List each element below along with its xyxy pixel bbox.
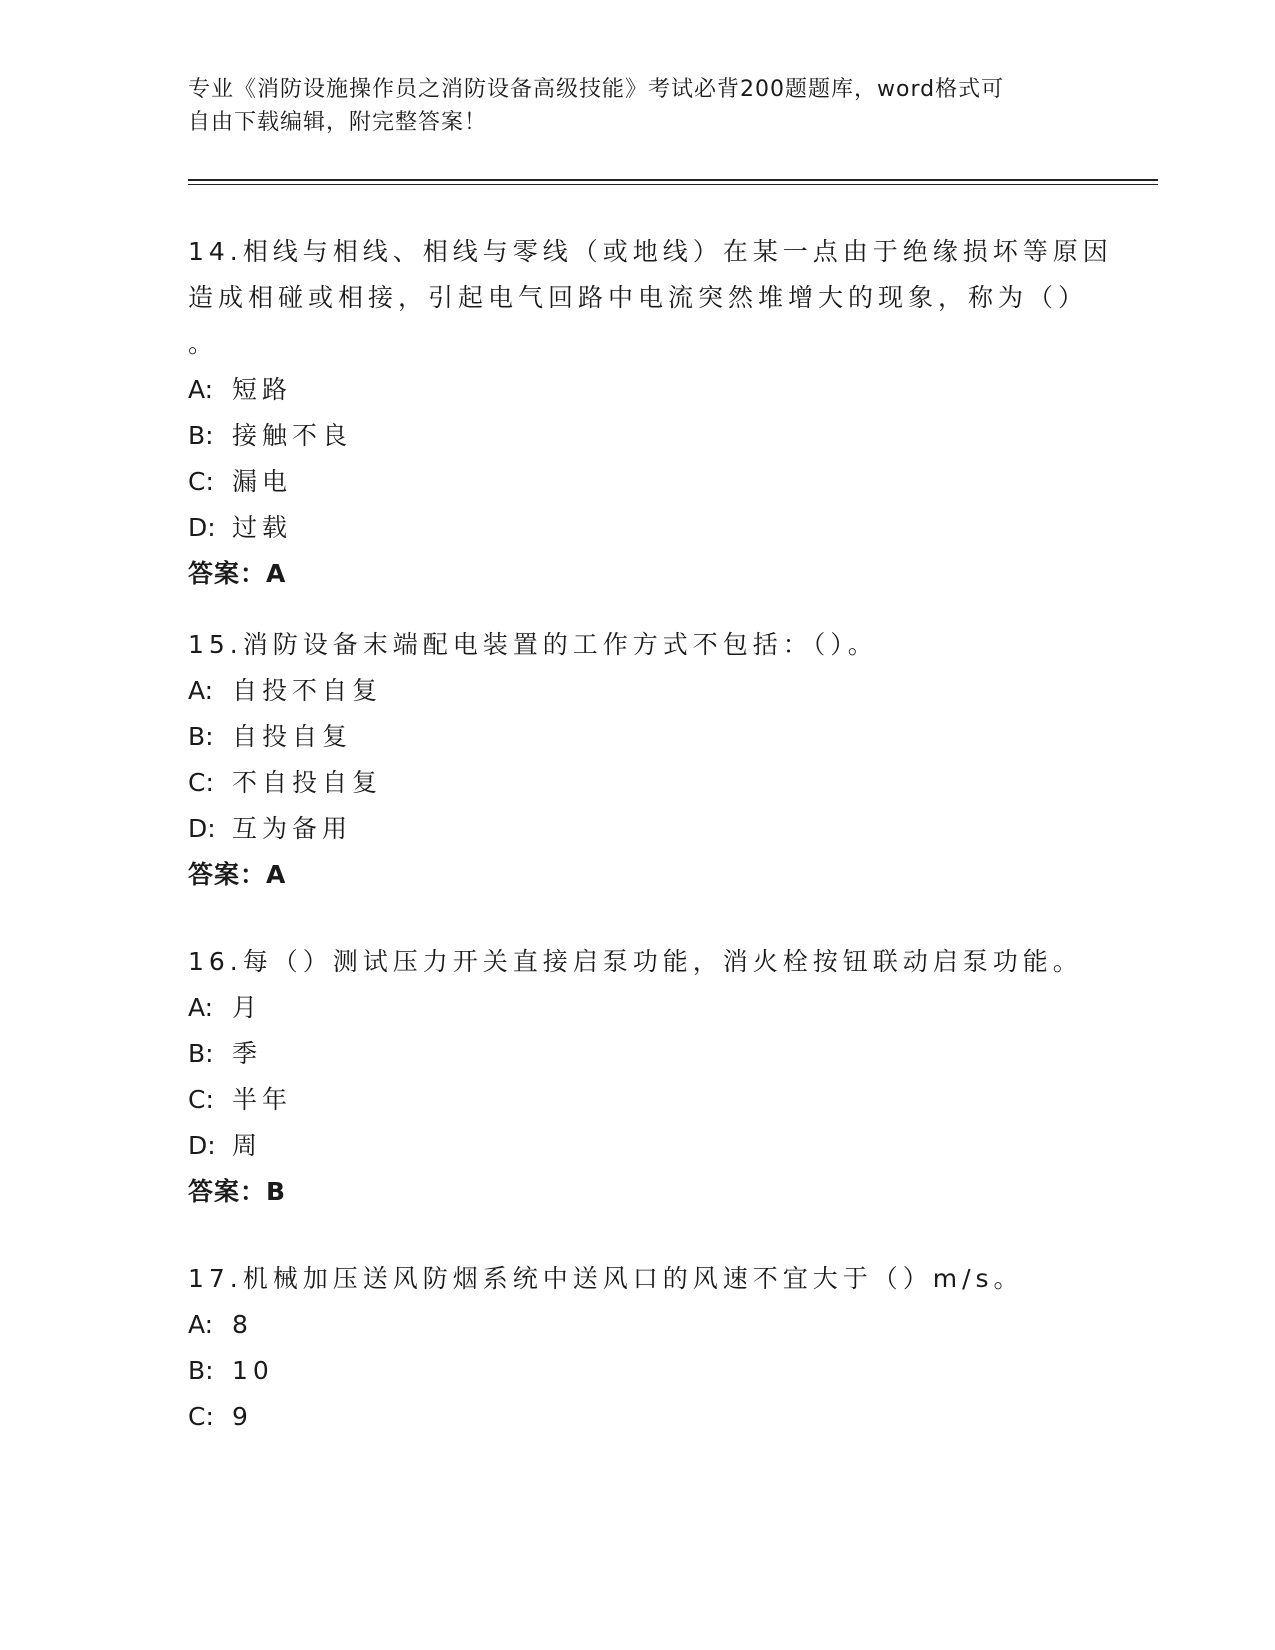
question-15 — [188, 622, 1118, 898]
option-text: 互为备用 — [232, 814, 353, 843]
option-text: 自投不自复 — [232, 676, 383, 705]
option-label: A: — [188, 993, 214, 1022]
header-line-1: 专业《消防设施操作员之消防设备高级技能》考试必背200题题库，word格式可 — [188, 77, 1005, 102]
question-stem-line: 17.机械加压送风防烟系统中送风口的风速不宜大于（）m/s。 — [188, 1264, 1024, 1293]
option-label: B: — [188, 421, 214, 450]
option-b — [188, 714, 1118, 760]
answer-line: 答案：B — [188, 1177, 287, 1206]
question-stem-line: 14.相线与相线、相线与零线（或地线）在某一点由于绝缘损坏等原因 — [188, 237, 1113, 266]
option-label: B: — [188, 1356, 214, 1385]
answer-line: 答案：A — [188, 860, 287, 889]
option-text: 漏电 — [232, 467, 293, 496]
option-c — [188, 760, 1118, 806]
option-b — [188, 413, 1118, 459]
option-text: 不自投自复 — [232, 768, 383, 797]
question-16 — [188, 939, 1118, 1215]
option-d — [188, 505, 1118, 551]
question-stem-line: 15.消防设备末端配电装置的工作方式不包括：（）。 — [188, 630, 878, 659]
option-c — [188, 1394, 1118, 1440]
option-d — [188, 806, 1118, 852]
option-d — [188, 1123, 1118, 1169]
option-c — [188, 459, 1118, 505]
option-label: A: — [188, 676, 214, 705]
option-label: C: — [188, 1085, 214, 1114]
option-label: C: — [188, 768, 214, 797]
option-text: 月 — [232, 993, 263, 1022]
option-text: 10 — [232, 1356, 274, 1385]
option-a — [188, 367, 1118, 413]
answer-line: 答案：A — [188, 559, 287, 588]
option-label: C: — [188, 1402, 214, 1431]
option-text: 半年 — [232, 1085, 293, 1114]
option-c — [188, 1077, 1118, 1123]
header-line-2: 自由下载编辑，附完整答案！ — [188, 110, 488, 135]
option-text: 9 — [232, 1402, 253, 1431]
option-a — [188, 668, 1118, 714]
question-stem-line: 16.每（）测试压力开关直接启泵功能，消火栓按钮联动启泵功能。 — [188, 947, 1083, 976]
option-label: D: — [188, 513, 216, 542]
option-b — [188, 1031, 1118, 1077]
option-label: B: — [188, 1039, 214, 1068]
option-label: D: — [188, 814, 216, 843]
option-text: 周 — [232, 1131, 263, 1160]
question-17 — [188, 1256, 1118, 1440]
option-label: A: — [188, 1310, 214, 1339]
header-divider-thick — [188, 179, 1158, 181]
option-text: 短路 — [232, 375, 293, 404]
header-divider-thin — [188, 184, 1158, 185]
document-header — [188, 73, 1088, 139]
option-a — [188, 985, 1118, 1031]
question-stem-line: 造成相碰或相接，引起电气回路中电流突然堆增大的现象，称为（） — [188, 283, 1089, 312]
option-text: 自投自复 — [232, 722, 353, 751]
question-14 — [188, 229, 1118, 597]
option-text: 过载 — [232, 513, 293, 542]
option-label: A: — [188, 375, 214, 404]
option-a — [188, 1302, 1118, 1348]
question-stem-line: 。 — [188, 329, 219, 358]
option-label: B: — [188, 722, 214, 751]
option-label: C: — [188, 467, 214, 496]
option-text: 接触不良 — [232, 421, 353, 450]
option-text: 8 — [232, 1310, 253, 1339]
option-text: 季 — [232, 1039, 263, 1068]
option-b — [188, 1348, 1118, 1394]
option-label: D: — [188, 1131, 216, 1160]
